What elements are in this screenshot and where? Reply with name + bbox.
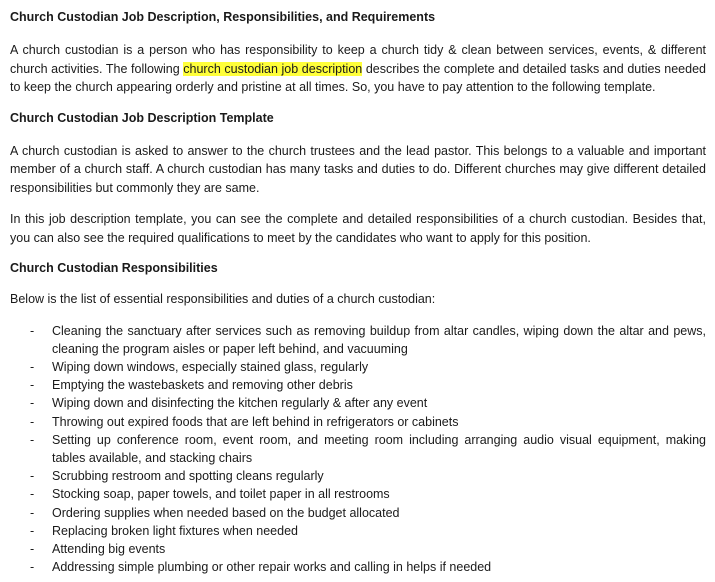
intro-text-before: A church custodian is a person who has responsibility to keep a church tidy & clean between services, events, & different church activities. The following <box>10 43 706 76</box>
list-item: - Addressing simple plumbing or other repair works and calling in helps if needed <box>10 558 706 576</box>
list-item: - Replacing broken light fixtures when needed <box>10 522 706 540</box>
template-heading: Church Custodian Job Description Template <box>10 110 274 125</box>
list-item: - Throwing out expired foods that are left behind in refrigerators or cabinets <box>10 413 706 431</box>
list-item: - Cleaning the sanctuary after services such as removing buildup from altar candles, wiping down the altar and pews, cleaning the program aisles or paper left behind, and vacuuming <box>30 323 706 356</box>
bullet-dash: - <box>30 469 35 484</box>
list-item: - Scrubbing restroom and spotting cleans regularly <box>10 467 706 485</box>
list-item: - Stocking soap, paper towels, and toilet paper in all restrooms <box>10 485 706 503</box>
bullet-dash: - <box>30 560 35 575</box>
bullet-dash: - <box>30 541 35 556</box>
list-item: - Wiping down and disinfecting the kitchen regularly & after any event <box>10 394 706 412</box>
intro-text-after: describes the complete and detailed tasks and duties needed to keep the church appearing orderly and pristine at all times. So, you have to pay attention to the following template. <box>10 61 706 94</box>
intro-paragraph <box>10 41 706 97</box>
document-title: Church Custodian Job Description, Responsibilities, and Requirements <box>10 10 436 24</box>
list-item: - Wiping down windows, especially stained glass, regularly <box>10 358 706 376</box>
list-item: - Attending big events <box>10 540 706 558</box>
responsibilities-heading: Church Custodian Responsibilities <box>10 261 218 275</box>
responsibilities-list <box>10 322 706 577</box>
bullet-dash: - <box>30 323 35 338</box>
bullet-dash: - <box>30 432 35 447</box>
bullet-dash: - <box>30 505 35 520</box>
bullet-dash: - <box>30 359 35 374</box>
highlighted-link-text[interactable]: church custodian job description <box>183 61 363 76</box>
template-paragraph-2: In this job description template, you can see the complete and detailed responsibilities of a church custodian. Besides that, you can also see the required qualifications to meet by the candidates who want to apply for this position. <box>10 212 706 245</box>
bullet-dash: - <box>30 487 35 502</box>
list-item: - Emptying the wastebaskets and removing other debris <box>10 376 706 394</box>
bullet-dash: - <box>30 523 35 538</box>
responsibilities-intro: Below is the list of essential responsibilities and duties of a church custodian: <box>10 292 436 306</box>
bullet-dash: - <box>30 414 35 429</box>
list-item: - Setting up conference room, event room, and meeting room including arranging audio visual equipment, making tables available, and stacking chairs <box>30 432 706 465</box>
list-item: - Ordering supplies when needed based on the budget allocated <box>10 504 706 522</box>
bullet-dash: - <box>30 396 35 411</box>
bullet-dash: - <box>30 378 35 393</box>
template-paragraph-1: A church custodian is asked to answer to the church trustees and the lead pastor. This belongs to a valuable and important member of a church staff. A church custodian has many tasks and duties to do. Different churches may give different detailed responsibilities but commonly they are same. <box>10 143 706 195</box>
